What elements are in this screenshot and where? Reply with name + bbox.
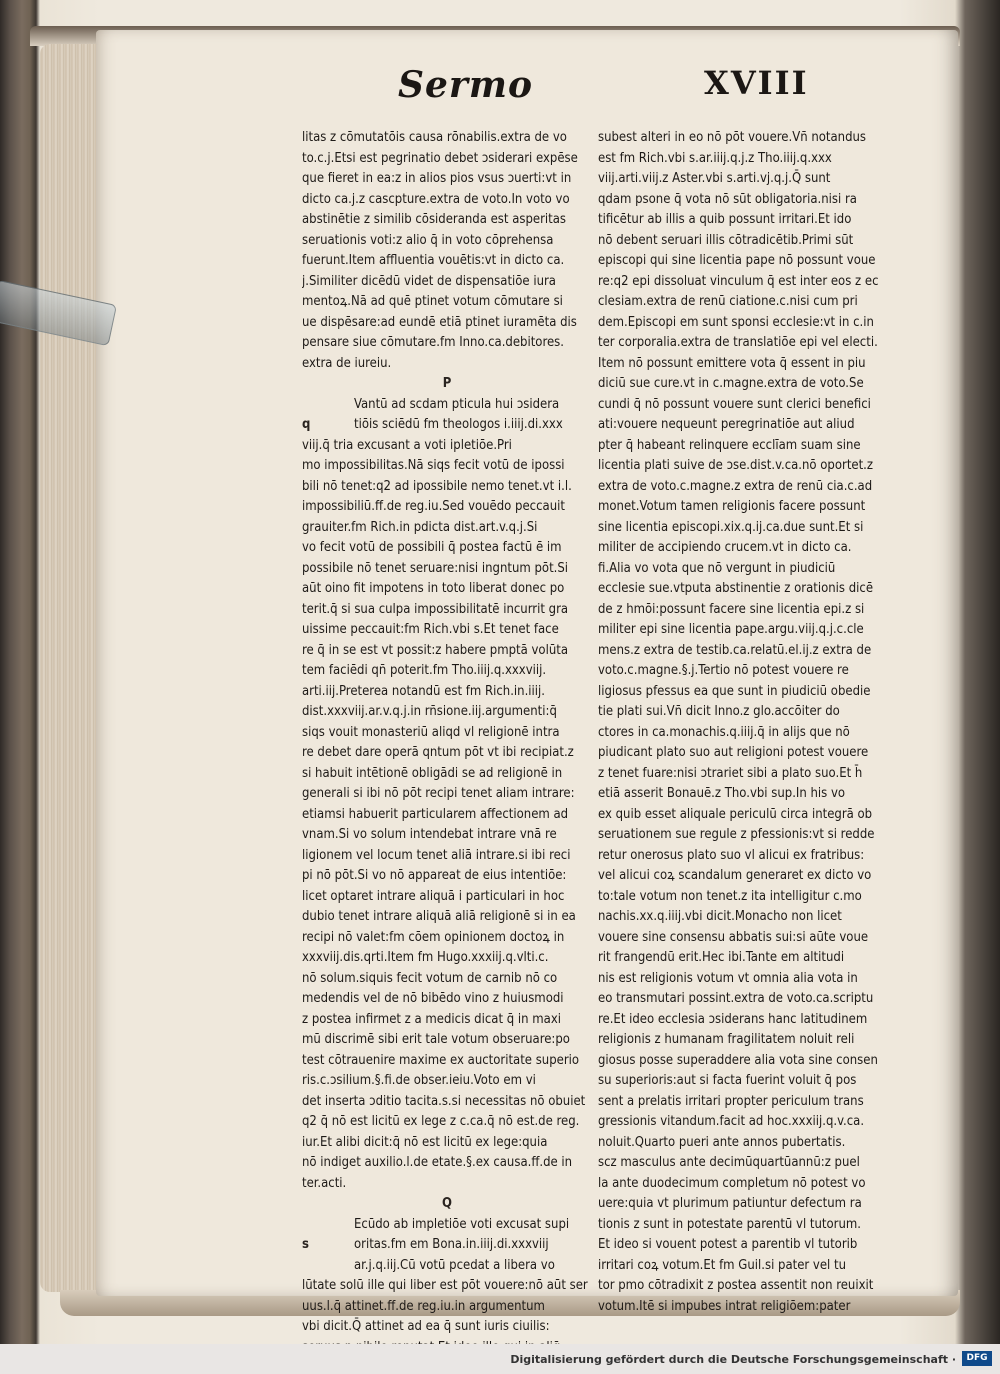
text-line-row	[302, 518, 592, 539]
text-line: arti.iij.Preterea notandū est fm Rich.in.iiij.	[302, 683, 546, 699]
text-line: tiōis sciēdū fm theologos i.iiij.di.xxx	[354, 417, 563, 432]
section-marker: Q	[442, 1196, 452, 1211]
text-line: pensare siue cōmutare.fm Inno.ca.debitores.	[302, 335, 564, 350]
text-line: religionis z humanam fragilitatem noluit reli	[598, 1032, 855, 1047]
text-line: militer de accipiendo crucem.vt in dicto ca.	[598, 540, 852, 555]
text-line-row	[598, 1030, 933, 1051]
text-line: licentia plati suive de ɔse.dist.v.ca.nō oportet.z	[598, 458, 874, 473]
text-line-row	[302, 497, 592, 518]
text-line: j.Similiter dicēdū videt de dispensatiōe iura	[302, 273, 556, 289]
text-line-row	[302, 1112, 592, 1133]
text-line-row	[302, 805, 592, 826]
text-line: scz masculus ante decimūquartūannū:z puel	[598, 1155, 860, 1170]
text-line: licet optaret intrare aliquā i particulari in hoc	[302, 888, 565, 904]
text-line-row	[598, 1153, 933, 1174]
text-line: est fm Rich.vbi s.ar.iiij.q.j.z Tho.iiij.q.xxx	[598, 150, 832, 166]
text-line-row	[302, 743, 592, 764]
text-line: rit frangendū erit.Hec ibi.Tante em altitudi	[598, 950, 845, 965]
text-line: test cōtrauenire maxime ex auctoritate superio	[302, 1052, 580, 1068]
text-line: bili nō tenet:q2 ad ipossibile nemo tenet.vt i.l.	[302, 478, 572, 494]
text-line-row	[302, 559, 592, 580]
text-line-row	[302, 682, 592, 703]
text-line-row	[598, 866, 933, 887]
text-line: fuerunt.Item affluentia vouētis:vt in dicto ca.	[302, 253, 565, 268]
text-line-row	[302, 641, 592, 662]
text-column-right	[598, 128, 933, 1317]
text-line-row	[598, 702, 933, 723]
text-line-row	[302, 784, 592, 805]
text-line: nachis.xx.q.iiij.vbi dicit.Monacho non licet	[598, 909, 842, 924]
text-line: vo fecit votū de possibili q̄ postea factū ē im	[302, 540, 562, 555]
text-line-row	[302, 969, 592, 990]
text-line: uus.l.q̄ attinet.ff.de reg.iu.in argumentum	[302, 1298, 545, 1314]
text-line: etiamsi habuerit particularem affectionem ad	[302, 806, 569, 822]
text-line-row	[302, 169, 592, 190]
text-line-row	[598, 989, 933, 1010]
section-marker: P	[442, 376, 452, 391]
text-line: giosus posse superaddere alia vota sine consen	[598, 1052, 878, 1068]
page-stack-edge	[40, 44, 98, 1292]
text-line: retur onerosus plato suo vl alicui ex fratribus:	[598, 847, 865, 863]
text-line: to.c.j.Etsi est pegrinatio debet ɔsiderari expēse	[302, 150, 578, 166]
text-line: nō solum.siquis fecit votum de carnib nō co	[302, 970, 558, 986]
text-line-row	[598, 1010, 933, 1031]
text-line-row	[598, 620, 933, 641]
text-line-row	[302, 1297, 592, 1318]
text-line-row	[302, 1133, 592, 1154]
text-line: clesiam.extra de renū ciatione.c.nisi cum pri	[598, 294, 858, 309]
text-line: la ante duodecimum completum nō potest vo	[598, 1175, 866, 1191]
text-line-row	[598, 846, 933, 867]
text-line-row	[302, 702, 592, 723]
text-line-row	[598, 743, 933, 764]
text-line: gressionis vitandum.facit ad hoc.xxxiij.q.v.ca.	[598, 1114, 865, 1129]
text-line-row	[302, 764, 592, 785]
text-line: etiā asserit Bonauē.z Tho.vbi sup.In his vo	[598, 786, 846, 801]
text-line: litas z cōmutatōis causa rōnabilis.extra de vo	[302, 130, 567, 145]
guide-letter: q	[302, 417, 311, 432]
text-line-row	[302, 1153, 592, 1174]
text-line: to:tale votum non tenet.z ita intelligitur c.mo	[598, 888, 862, 904]
text-line-row	[302, 333, 592, 354]
text-line: re.Et ideo ecclesia ɔsiderans hanc latitudinem	[598, 1011, 868, 1027]
text-line-row	[598, 1112, 933, 1133]
text-line: lūtate solū ille qui liber est pōt vouere:nō aūt ser	[302, 1278, 588, 1293]
text-line: dubio tenet intrare aliquā aliā religionē si in ea	[302, 909, 576, 924]
text-line-row	[598, 354, 933, 375]
text-line: qdam psone q̄ vota nō sūt obligatoria.nisi ra	[598, 191, 857, 207]
text-line-row	[302, 210, 592, 231]
text-line-row	[598, 1215, 933, 1236]
text-line-row	[598, 292, 933, 313]
text-line: extra de voto.c.magne.z extra de renū cia.c.ad	[598, 478, 873, 494]
text-line-row	[598, 723, 933, 744]
text-line-row	[598, 1051, 933, 1072]
text-line-row	[598, 436, 933, 457]
text-line-row	[598, 825, 933, 846]
text-line-row	[598, 1194, 933, 1215]
text-line: mentoꝝ.Nā ad quē ptinet votum cōmutare si	[302, 294, 563, 309]
text-line-row	[302, 128, 592, 149]
text-line-row	[302, 149, 592, 170]
text-line-row	[598, 579, 933, 600]
text-line-row	[302, 1092, 592, 1113]
text-line: seruationem sue regule z pfessionis:vt si redde	[598, 827, 875, 842]
text-line: eo transmutari possint.extra de voto.ca.scriptu	[598, 991, 874, 1006]
text-line: tem faciēdi qn̄ poterit.fm Tho.iiij.q.xxxviij.	[302, 663, 547, 678]
text-line: mo impossibilitas.Nā siqs fecit votū de ipossi	[302, 458, 565, 473]
text-line: militer epi sine licentia pape.argu.viij.q.j.c.cle	[598, 622, 864, 637]
text-line: noluit.Quarto pueri ante annos pubertatis.	[598, 1134, 846, 1150]
text-line: sent a prelatis irritari propter periculum trans	[598, 1093, 864, 1109]
text-line: nis est religionis votum vt omnia alia vota in	[598, 970, 858, 986]
text-line: piudicant plato suo aut religioni potest vouere	[598, 745, 869, 760]
text-line-row	[302, 477, 592, 498]
text-line: ligiosus pfessus ea que sunt in piudiciū obedie	[598, 683, 871, 699]
text-line-row	[302, 928, 592, 949]
text-line-row	[598, 600, 933, 621]
text-line-row	[598, 907, 933, 928]
text-line: tor pmo cōtradixit z postea assentit non reuixit	[598, 1278, 874, 1293]
text-line-row	[598, 784, 933, 805]
text-line-row	[302, 948, 592, 969]
text-line-row	[302, 620, 592, 641]
text-line: tificētur ab illis a quib possunt irritari.Et ido	[598, 212, 852, 227]
text-line: monet.Votum tamen religionis facere possunt	[598, 499, 866, 514]
footer-bar	[0, 1344, 1000, 1374]
guide-letter: s	[302, 1237, 309, 1252]
text-line-row	[302, 1317, 592, 1338]
text-line: q2 q̄ nō est licitū ex lege z c.ca.q̄ nō est.de reg.	[302, 1114, 580, 1129]
text-line-row	[302, 600, 592, 621]
text-line-row	[598, 969, 933, 990]
text-line-row	[598, 169, 933, 190]
text-line: pi nō pōt.Si vo nō appareat de eius intentiōe:	[302, 868, 567, 883]
text-line: Et ideo si vouent potest a parentib vl tutorib	[598, 1237, 858, 1252]
text-line: aūt oino fit impotens in toto liberat donec po	[302, 581, 565, 596]
text-line-row	[598, 1174, 933, 1195]
text-line: vbi dicit.Q̄ attinet ad ea q̄ sunt iuris ciuilis:	[302, 1319, 550, 1334]
text-line-row	[598, 682, 933, 703]
text-line: mens.z extra de testib.ca.relatū.el.ij.z extra de	[598, 642, 872, 658]
text-line: dem.Episcopi em sunt sponsi ecclesie:vt in c.in	[598, 314, 874, 330]
text-line-row	[598, 805, 933, 826]
text-line: de z hmōi:possunt facere sine licentia epi.z si	[598, 601, 865, 617]
digitization-credit: Digitalisierung gefördert durch die Deutsche Forschungsgemeinschaft ·	[510, 1353, 956, 1366]
text-line: terit.q̄ si sua culpa impossibilitatē incurrit gra	[302, 601, 569, 617]
text-line-row	[302, 395, 592, 416]
text-line: viij.arti.viij.z Aster.vbi s.arti.vj.q.j.Q̄ sunt	[598, 171, 831, 186]
text-line-row	[598, 210, 933, 231]
text-line-row	[302, 1071, 592, 1092]
text-line: vnam.Si vo solum intendebat intrare vnā re	[302, 827, 557, 842]
text-line-row	[302, 825, 592, 846]
text-line-row	[302, 1276, 592, 1297]
text-line-row	[302, 887, 592, 908]
text-line-row	[302, 456, 592, 477]
text-line: Item nō possunt emittere vota q̄ essent in piu	[598, 355, 866, 371]
text-line-row	[598, 948, 933, 969]
text-line: extra de iureiu.	[302, 355, 392, 371]
text-line: nō indiget auxilio.l.de etate.§.ex causa.ff.de in	[302, 1155, 573, 1170]
text-line-row	[598, 190, 933, 211]
text-line: ex quib esset aliquale periculū circa integrā ob	[598, 806, 873, 822]
text-line: que fieret in ea:z in alios pios vsus ɔuerti:vt in	[302, 171, 572, 186]
text-line: tie plati sui.Vn̄ dicit Inno.z glo.accōiter do	[598, 704, 840, 719]
text-line: re:q2 epi dissoluat vinculum q̄ est inter eos z ec	[598, 273, 879, 289]
text-line: episcopi qui sine licentia pape nō possunt voue	[598, 253, 876, 268]
text-line: vouere sine consensu abbatis sui:si aūte voue	[598, 929, 869, 945]
text-line: ligionem vel locum tenet aliā intrare.si ibi reci	[302, 847, 571, 863]
text-line-row	[598, 1276, 933, 1297]
text-line: oritas.fm em Bona.in.iiij.di.xxxviij	[354, 1237, 549, 1252]
text-line: abstinētie z similib cōsideranda est asperitas	[302, 212, 566, 227]
text-line: ar.j.q.iij.Cū votū pcedat a libera vo	[354, 1257, 555, 1273]
text-line-row	[598, 518, 933, 539]
text-line: sine licentia episcopi.xix.q.ij.ca.due sunt.Et si	[598, 519, 864, 535]
text-line: diciū sue cure.vt in c.magne.extra de voto.Se	[598, 376, 864, 391]
text-line-row	[598, 641, 933, 662]
text-line: ctores in ca.monachis.q.iiij.q̄ in alijs que nō	[598, 724, 850, 740]
text-line: siqs vouit monasteriū aliqd vl religionē intra	[302, 724, 560, 740]
text-line-row	[598, 1133, 933, 1154]
text-line-row	[598, 128, 933, 149]
text-line: mū discrimē sibi erit tale votum obseruare:po	[302, 1032, 570, 1047]
text-line-row	[302, 538, 592, 559]
text-line: z postea infirmet z a medicis dicat q̄ in maxi	[302, 1011, 561, 1027]
text-line-row	[302, 846, 592, 867]
text-line: cundi q̄ nō possunt vouere sunt clerici benefici	[598, 396, 871, 412]
text-line-row	[302, 231, 592, 252]
text-line: uissime peccauit:fm Rich.vbi s.Et tenet face	[302, 622, 559, 637]
text-line: votum.Itē si impubes intrat religiōem:pater	[598, 1298, 851, 1314]
text-line: vel alicui coꝝ scandalum generaret ex dicto vo	[598, 868, 872, 883]
text-line-row	[598, 149, 933, 170]
text-line-row	[598, 661, 933, 682]
text-line-row	[598, 928, 933, 949]
text-line-row	[302, 415, 592, 436]
text-line: uere:quia vt plurimum patiuntur defectum ra	[598, 1196, 862, 1211]
text-line: nō debent seruari illis cōtradicētib.Primi sūt	[598, 232, 854, 248]
text-line-row	[598, 395, 933, 416]
text-line: ter.acti.	[302, 1175, 347, 1191]
text-line-row	[598, 456, 933, 477]
text-line-row	[598, 887, 933, 908]
text-line-row	[598, 415, 933, 436]
text-line: seruationis voti:z alio q̄ in voto cōprehensa	[302, 232, 554, 248]
text-line-row	[302, 723, 592, 744]
text-line-row	[598, 1092, 933, 1113]
running-head-left: Sermo	[398, 64, 533, 106]
text-line: tionis z sunt in potestate parentū vl tutorum.	[598, 1216, 861, 1232]
dfg-logo: DFG	[962, 1351, 992, 1366]
text-line-row	[598, 1071, 933, 1092]
text-line-row	[598, 559, 933, 580]
text-line: grauiter.fm Rich.in pdicta dist.art.v.q.j.Si	[302, 519, 538, 535]
text-line-row	[598, 313, 933, 334]
text-line-row	[598, 538, 933, 559]
text-line: su superioris:aut si facta fuerint voluit q̄ pos	[598, 1073, 857, 1088]
text-line-row	[302, 1256, 592, 1277]
text-line-row	[302, 907, 592, 928]
text-line-row	[598, 1235, 933, 1256]
text-line-row	[302, 251, 592, 272]
text-line: xxxviij.dis.qrti.Item fm Hugo.xxxiij.q.vlti.c.	[302, 950, 549, 965]
text-line: possibile nō tenet seruare:nisi ingntum pōt.Si	[302, 560, 569, 576]
text-line-row	[302, 272, 592, 293]
text-line-row	[302, 1030, 592, 1051]
text-line: ter corporalia.extra de translatiōe epi vel electi.	[598, 335, 878, 350]
text-line-row	[302, 313, 592, 334]
text-line-row	[302, 1215, 592, 1236]
text-line-row	[598, 272, 933, 293]
text-line-row	[302, 190, 592, 211]
text-line: ue dispēsare:ad eundē etiā ptinet iuramēta dis	[302, 314, 577, 330]
text-line-row	[302, 579, 592, 600]
text-line-row	[302, 1174, 592, 1195]
text-line-row	[598, 1297, 933, 1318]
text-line-row	[598, 231, 933, 252]
text-line: pter q̄ habeant relinquere ecclīam suam sine	[598, 437, 861, 453]
text-line-row	[598, 251, 933, 272]
running-head-right: XVIII	[704, 64, 809, 102]
text-line: irritari coꝝ votum.Et fm Guil.si pater vel tu	[598, 1257, 847, 1273]
text-line-row	[302, 1010, 592, 1031]
text-line: det inserta ɔditio tacita.s.si necessitas nō obuiet	[302, 1093, 586, 1109]
text-line: Ecūdo ab impletiōe voti excusat supi	[354, 1216, 570, 1232]
text-line: Vantū ad scdam pticula hui ɔsidera	[354, 396, 560, 412]
text-line-row	[598, 477, 933, 498]
text-line: iur.Et alibi dicit:q̄ nō est licitū ex lege:quia	[302, 1134, 548, 1150]
text-line: viij.q̄ tria excusant a voti ipletiōe.Pri	[302, 437, 512, 453]
text-line-row	[302, 866, 592, 887]
text-line: subest alteri in eo nō pōt vouere.Vn̄ notandus	[598, 130, 866, 145]
text-line-row	[302, 1051, 592, 1072]
text-column-left	[302, 128, 592, 1358]
text-line: re q̄ in se est vt possit:z habere pmptā volūta	[302, 642, 568, 658]
text-line: dicto ca.j.z cascpture.extra de voto.In voto vo	[302, 191, 570, 207]
text-line-row	[302, 436, 592, 457]
text-line: voto.c.magne.§.j.Tertio nō potest vouere re	[598, 663, 849, 678]
text-line: medendis vel de nō bibēdo vino z huiusmodi	[302, 991, 564, 1006]
text-line: re debet dare operā qntum pōt vt ibi recipiat.z	[302, 745, 574, 760]
text-line: ati:vouere nequeunt peregrinatiōe aut aliud	[598, 417, 855, 432]
text-line-row	[302, 661, 592, 682]
text-line: ris.c.ɔsilium.§.fi.de obser.ieiu.Voto em vi	[302, 1073, 536, 1088]
text-line-row	[302, 989, 592, 1010]
text-line: z tenet fuare:nisi ɔtrariet sibi a plato suo.Et h̄	[598, 765, 863, 781]
text-line-row	[302, 1235, 592, 1256]
text-line-row	[598, 374, 933, 395]
text-line: impossibiliū.ff.de reg.iu.Sed vouēdo peccauit	[302, 499, 565, 514]
text-line: fi.Alia vo vota que nō vergunt in piudiciū	[598, 560, 836, 576]
text-line-row	[598, 1256, 933, 1277]
text-line: si habuit intētionē obligādi se ad religionē in	[302, 765, 563, 781]
text-line: recipi nō valet:fm cōem opinionem doctoꝝ in	[302, 929, 565, 945]
text-line: ecclesie sue.vtputa abstinentie z orationis dicē	[598, 581, 874, 596]
text-line-row	[598, 333, 933, 354]
text-line-row	[598, 764, 933, 785]
text-line-row	[598, 497, 933, 518]
text-line-row	[302, 292, 592, 313]
text-line: dist.xxxviij.ar.v.q.j.in rn̄sione.iij.argumenti:q̄	[302, 704, 557, 719]
text-line: generali si ibi nō pōt recipi tenet aliam intrare:	[302, 786, 575, 801]
text-line-row	[302, 354, 592, 375]
